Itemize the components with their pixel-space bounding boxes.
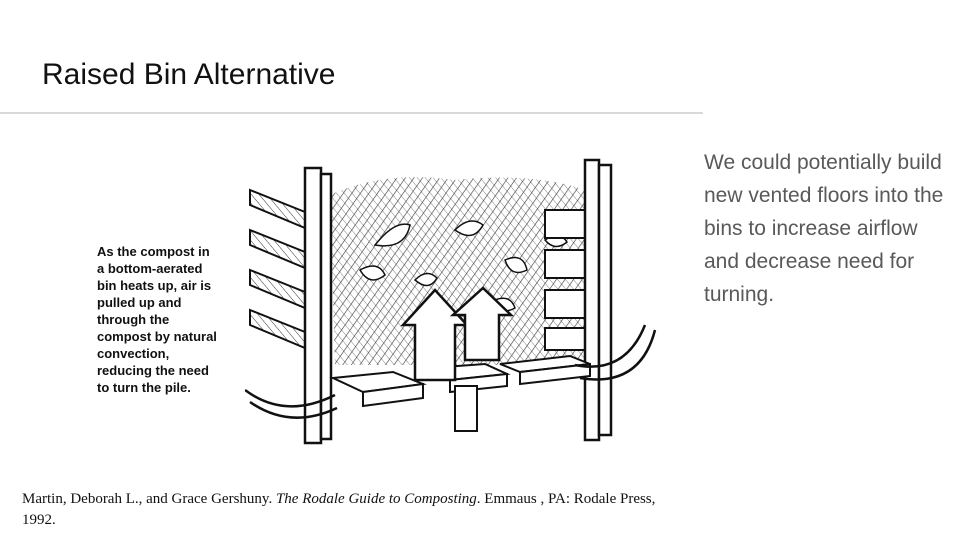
slide-body-text: We could potentially build new vented floors into the bins to increase airflow and decrease need for turning. — [704, 151, 944, 306]
figure-caption: As the compost in a bottom-aerated bin heats up, air is pulled up and through the compost by natural convection, reducing the need to turn the pile. — [97, 244, 217, 395]
compost-bin-illustration-icon — [245, 150, 660, 445]
title-divider — [0, 112, 703, 114]
citation-authors: Martin, Deborah L., and Grace Gershuny. — [22, 491, 273, 507]
citation — [22, 489, 662, 531]
slide-title: Raised Bin Alternative — [42, 58, 336, 91]
citation-book-title: The Rodale Guide to Composting — [275, 491, 477, 507]
citation-publisher: . Emmaus , PA: Rodale Press, 1992. — [22, 491, 656, 528]
